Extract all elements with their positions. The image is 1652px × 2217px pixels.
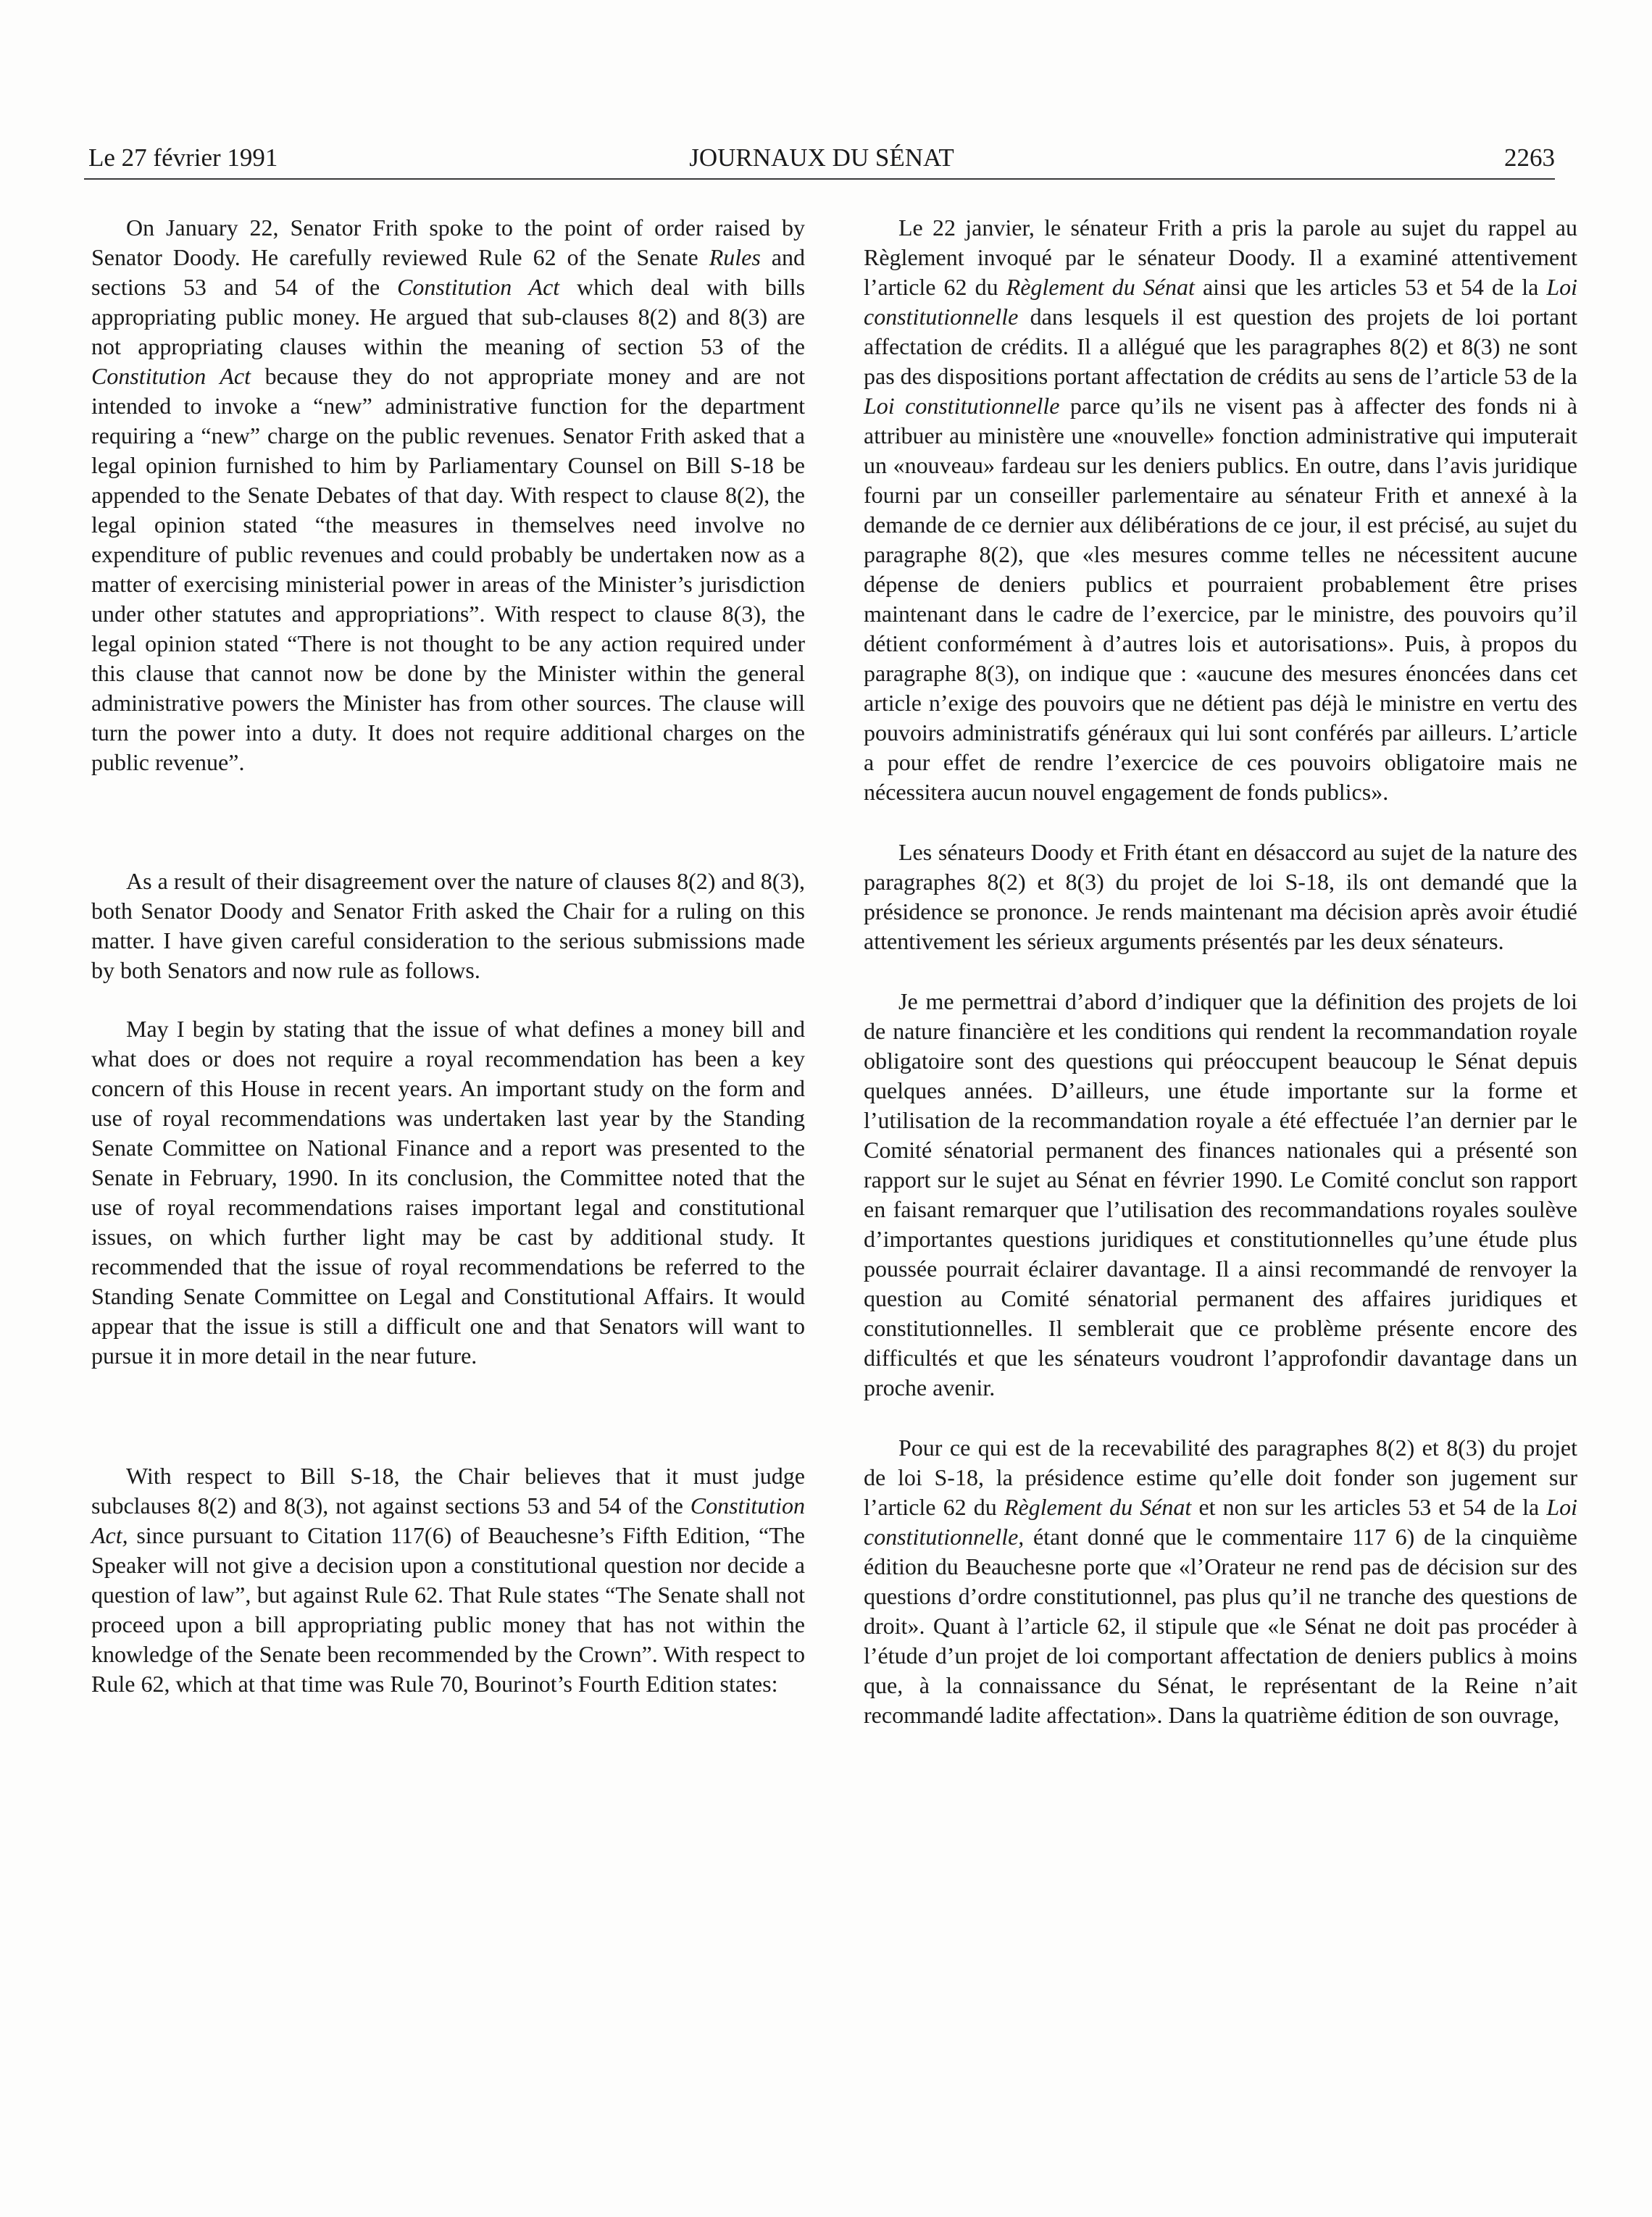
text-run: étant donné que le commentaire 117 6) de la cinquième édition du Beauchesne porte que «l’Orateur ne rend pas de décision sur des questions d’ordre constitutionnel, pas plus qu’il ne tranche des questions de droit». Quant à l’article 62, il stipule que «le Sénat ne doit pas procéder à l’étude d’un projet de loi comportant affectation de deniers publics à moins que, à la connaissance du Sénat, le représentant de la Reine n’ait recommandé ladite affectation». Dans la quatrième édition de son ouvrage, (864, 1524, 1577, 1728)
header-rule (84, 178, 1555, 180)
running-header (88, 142, 1555, 180)
italic-text-run: Constitution Act (397, 274, 560, 300)
english-paragraph-4 (91, 1461, 805, 1699)
text-run: With respect to Bill S-18, the Chair believes that it must judge subclauses 8(2) and 8(3), not against sections 53 and 54 of the (91, 1463, 805, 1519)
header-date: Le 27 février 1991 (88, 143, 278, 172)
french-paragraph-2: Les sénateurs Doody et Frith étant en désaccord au sujet de la nature des paragraphes 8(2) et 8(3) du projet de loi S-18, ils ont demandé que la présidence se prononce. Je rends maintenant ma décision après avoir étudié attentivement les sérieux arguments présentés par les deux sénateurs. (864, 839, 1577, 954)
english-paragraph-2: As a result of their disagreement over the nature of clauses 8(2) and 8(3), both Senator Doody and Senator Frith asked the Chair for a ruling on this matter. I have given careful consideration to the serious submissions made by both Senators and now rule as follows. (91, 868, 805, 983)
french-paragraph-1 (864, 213, 1577, 807)
italic-text-run: Constitution Act (91, 363, 251, 389)
french-column (864, 213, 1577, 1730)
text-run: since pursuant to Citation 117(6) of Beauchesne’s Fifth Edition, “The Speaker will not give a decision upon a constitutional question nor decide a question of law”, but against Rule 62. That Rule states “The Senate shall not proceed upon a bill appropriating public money that has not within the knowledge of the Senate been recommended by the Crown”. With respect to Rule 62, which at that time was Rule 70, Bourinot’s Fourth Edition states: (91, 1522, 805, 1697)
text-run: because they do not appropriate money and are not intended to invoke a “new” administrative function for the department requiring a “new” charge on the public revenues. Senator Frith asked that a legal opinion furnished to him by Parliamentary Counsel on Bill S-18 be appended to the Senate Debates of that day. With respect to clause 8(2), the legal opinion stated “the measures in themselves need involve no expenditure of public revenues and could probably be undertaken now as a matter of exercising ministerial power in areas of the Minister’s jurisdiction under other statutes and appropriations”. With respect to clause 8(3), the legal opinion stated “There is not thought to be any action required under this clause that cannot now be done by the Minister within the general administrative powers the Minister has from other sources. The clause will turn the power into a duty. It does not require additional charges on the public revenue”. (91, 363, 806, 775)
italic-text-run: Loi constitutionnelle, (864, 1494, 1578, 1550)
italic-text-run: Loi constitutionnelle (864, 274, 1578, 330)
text-run: Pour ce qui est de la recevabilité des paragraphes 8(2) et 8(3) du projet de loi S-18, la présidence estime qu’elle doit fonder son jugement sur l’article 62 du (864, 1435, 1577, 1520)
italic-text-run: Loi constitutionnelle (864, 393, 1060, 419)
french-paragraph-4 (864, 1433, 1577, 1730)
french-paragraph-3: Je me permettrai d’abord d’indiquer que la définition des projets de loi de nature financière et les conditions qui rendent la recommandation royale obligatoire sont des questions qui préoccupent beaucoup le Sénat depuis quelques années. D’ailleurs, une étude importante sur la forme et l’utilisation de la recommandation royale a été effectuée l’an dernier par le Comité sénatorial permanent des finances nationales qui a présenté son rapport sur le sujet au Sénat en février 1990. Le Comité conclut son rapport en faisant remarquer que l’utilisation des recommandations royales soulève d’importantes questions juridiques et constitutionnelles qu’une étude plus poussée pourrait éclairer davantage. Il a ainsi recommandé de renvoyer la question au Comité sénatorial permanent des affaires juridiques et constitutionnelles. Il semblerait que ce problème présente encore des difficultés et que les sénateurs voudront l’approfondir davantage dans un proche avenir. (864, 988, 1577, 1400)
italic-text-run: Rules (709, 244, 761, 270)
text-run: and sections 53 and 54 of the (91, 244, 806, 300)
text-run: On January 22, Senator Frith spoke to the point of order raised by Senator Doody. He carefully reviewed Rule 62 of the Senate (91, 214, 805, 270)
italic-text-run: Règlement du Sénat (1006, 274, 1195, 300)
header-title: JOURNAUX DU SÉNAT (689, 143, 954, 172)
text-run: ainsi que les articles 53 et 54 de la (1194, 274, 1547, 300)
italic-text-run: Règlement du Sénat (1004, 1494, 1192, 1520)
page-number: 2263 (1504, 143, 1555, 172)
italic-text-run: Constitution Act, (91, 1492, 805, 1548)
english-paragraph-1 (91, 213, 805, 777)
english-paragraph-3: May I begin by stating that the issue of what defines a money bill and what does or does not require a royal recommendation has been a key concern of this House in recent years. An important study on the form and use of royal recommendations was undertaken last year by the Standing Senate Committee on National Finance and a report was presented to the Senate in February, 1990. In its conclusion, the Committee noted that the use of royal recommendations raises important legal and constitutional issues, on which further light may be cast by additional study. It recommended that the issue of royal recommendations be referred to the Standing Senate Committee on Legal and Constitutional Affairs. It would appear that the issue is still a difficult one and that Senators will want to pursue it in more detail in the near future. (91, 1016, 805, 1369)
text-run: which deal with bills appropriating public money. He argued that sub-clauses 8(2) and 8(3) are not appropriating clauses within the meaning of section 53 of the (91, 274, 806, 359)
text-run: dans lesquels il est question des projets de loi portant affectation de crédits. Il a allégué que les paragraphes 8(2) et 8(3) ne sont pas des dispositions portant affectation de crédits au sens de l’article 53 de la (864, 304, 1577, 389)
text-run: parce qu’ils ne visent pas à affecter des fonds ni à attribuer au ministère une «nouvelle» fonction administrative qui imputerait un «nouveau» fardeau sur les deniers publics. En outre, dans l’avis juridique fourni par un conseiller parlementaire au sénateur Frith et annexé à la demande de ce dernier aux délibérations de ce jour, il est précisé, au sujet du paragraphe 8(2), que «les mesures comme telles ne nécessitent aucune dépense de deniers publics et pourraient probablement être prises maintenant dans le cadre de l’exercice, par le ministre, des pouvoirs qu’il détient conformément à d’autres lois et autorisations». Puis, à propos du paragraphe 8(3), on indique que : «aucune des mesures énoncées dans cet article n’exige des pouvoirs que ne détient pas déjà le ministre en vertu des pouvoirs administratifs généraux qui lui sont conférés par ailleurs. L’article a pour effet de rendre l’exercice de ces pouvoirs obligatoire mais ne nécessitera aucun nouvel engagement de fonds publics». (864, 393, 1578, 805)
text-run: et non sur les articles 53 et 54 de la (1191, 1494, 1547, 1520)
english-column (91, 213, 805, 1699)
text-run: Le 22 janvier, le sénateur Frith a pris la parole au sujet du rappel au Règlement invoqué par le sénateur Doody. Il a examiné attentivement l’article 62 du (864, 214, 1577, 300)
